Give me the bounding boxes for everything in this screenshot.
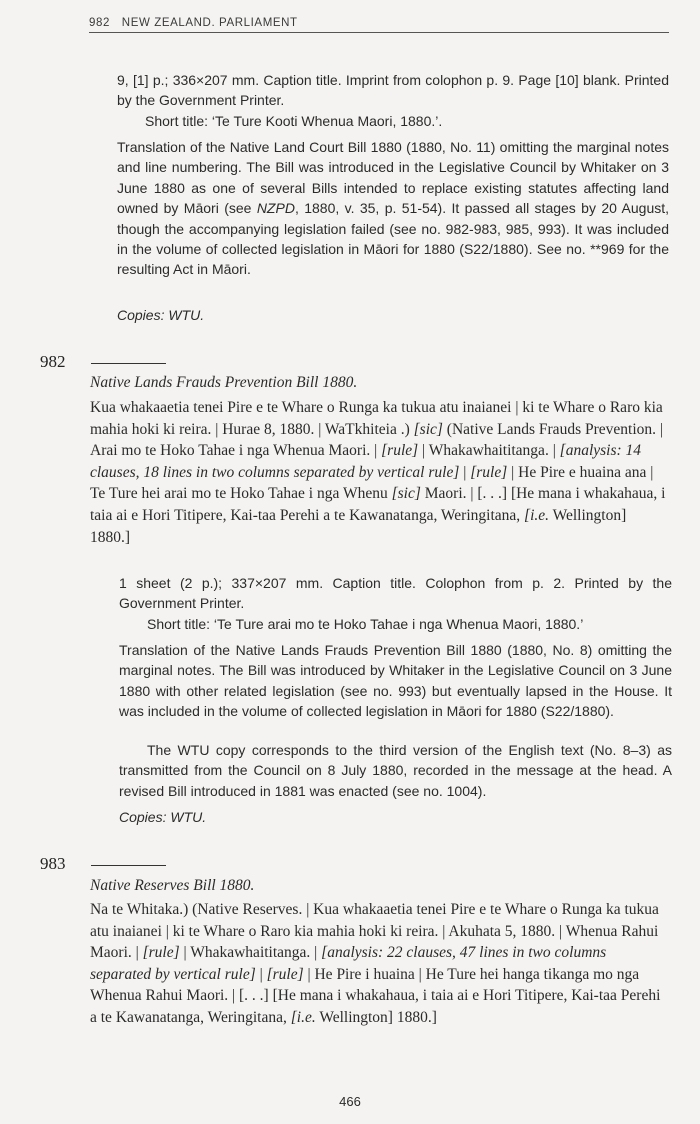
entry-982-copies: Copies: WTU. (119, 809, 207, 825)
intro-note-a: Translation of the Native Land Court Bill 1880 (1880, No. 11) omitting the marginal notes and line numbering. The Bill was introduced in the Legislative Council by Whitaker on 3 June 1880 as one of several Bills intended to replace existing statutes affecting land owned by Māori (see (117, 139, 669, 217)
entry-number-983: 983 (40, 854, 66, 873)
entry-rule-982 (91, 363, 166, 364)
e983-t5: Wellington] 1880.] (315, 1008, 437, 1026)
e983-rule1: [rule] (142, 944, 180, 962)
e983-t4: | He Pire i huaina | He Ture hei hanga tikanga mo nga Whenua Rahui Maori. | [. . .] [He mana i whakahaua, i taia ai e Hori Titipere, Kai-taa Perehi a te Kawanatanga, Weringitana, (90, 965, 661, 1026)
entry-982-description: 1 sheet (2 p.); 337×207 mm. Caption title. Colophon from p. 2. Printed by the Government Printer. (119, 575, 672, 612)
running-head-page: 982 (89, 17, 110, 29)
e982-t4: | (459, 463, 471, 481)
intro-copies: Copies: WTU. (117, 307, 205, 323)
entry-983-title: Native Reserves Bill 1880. (90, 877, 255, 894)
e982-sic1: [sic] (413, 420, 443, 438)
intro-description: 9, [1] p.; 336×207 mm. Caption title. Imprint from colophon p. 9. Page [10] blank. Printed by the Government Printer. (117, 72, 669, 109)
entry-number-982: 982 (40, 352, 66, 371)
entry-982-short-title: Short title: ‘Te Ture arai mo te Hoko Tahae i nga Whenua Maori, 1880.’ (147, 616, 584, 632)
intro-note-nzpd: NZPD (256, 200, 295, 217)
e982-t1: Kua whakaaetia tenei Pire e te Whare o Runga ka tukua atu inaianei | ki te Whare o Raro kia mahia hoki ki reira. | Hurae 8, 1880. | WaTkhiteia .) (90, 399, 663, 438)
entry-982-title: Native Lands Frauds Prevention Bill 1880. (90, 374, 358, 391)
entry-982-note-2: The WTU copy corresponds to the third version of the English text (No. 8–3) as transmitted from the Council on 8 July 1880, recorded in the message at the head. A revised Bill introduced in 1881 was enacted (see no. 1004). (119, 742, 672, 799)
e982-sic2: [sic] (391, 485, 421, 503)
intro-note-b: , 1880, v. 35, p. 51-54). It passed all stages by 20 August, though the accompanying legislation failed (see no. 982-983, 985, 993). It was included in the volume of collected legislation in Māori for 1880 (S22/1880). See no. **969 for the resulting Act in Māori. (117, 200, 670, 278)
e983-analysis: [analysis: 22 clauses, 47 lines in two columns separated by vertical rule] (90, 944, 607, 983)
e983-t1: Na te Whitaka.) (Native Reserves. | Kua whakaaetia tenei Pire e te Whare o Runga ka tukua atu inaianei | ki te Whare o Raro kia mahia hoki ki reira. | Akuhata 5, 1880. | Whenua Rahui Maori. | (90, 901, 659, 962)
e983-t2: | Whakawhaititanga. | (179, 944, 322, 962)
e982-rule2: [rule] (470, 463, 508, 481)
e982-rule1: [rule] (381, 442, 419, 460)
running-head (89, 17, 669, 33)
e982-t5: | He Pire e huaina ana | Te Ture hei arai mo te Hoko Tahae i nga Whenu (90, 463, 654, 503)
entry-rule-983 (91, 865, 166, 866)
e983-t3: | (255, 965, 267, 983)
entry-983-transcription (90, 899, 666, 1029)
e983-ie: [i.e. (290, 1008, 316, 1026)
e982-ie: [i.e. (524, 506, 549, 524)
e982-t6: Maori. | [. . .] [He mana i whakahaua, i taia ai e Hori Titipere, Kai-taa Perehi a te Kawanatanga, Weringitana, (90, 485, 666, 524)
e982-analysis: [analysis: 14 clauses, 18 lines in two columns separated by vertical rule] (90, 442, 642, 481)
page-number: 466 (339, 1094, 361, 1109)
entry-982-transcription (90, 397, 666, 548)
e983-rule2: [rule] (266, 965, 304, 983)
e982-t7: Wellington] 1880.] (90, 506, 627, 546)
intro-short-title: Short title: ‘Te Ture Kooti Whenua Maori, 1880.’. (145, 113, 443, 129)
running-head-title: NEW ZEALAND. PARLIAMENT (121, 17, 298, 29)
e982-t2: (Native Lands Frauds Prevention. | Arai mo te Hoko Tahae i nga Whenua Maori. | (90, 420, 663, 460)
entry-982-note-1: Translation of the Native Lands Frauds Prevention Bill 1880 (1880, No. 8) omitting the marginal notes. The Bill was introduced by Whitaker in the Legislative Council on 3 June 1880 with other related legislation (see no. 993) but eventually lapsed in the House. It was included in the volume of collected legislation in Māori for 1880 (S22/1880). (119, 642, 672, 720)
e982-t3: | Whakawhaititanga. | (418, 442, 560, 460)
intro-note (117, 137, 669, 280)
